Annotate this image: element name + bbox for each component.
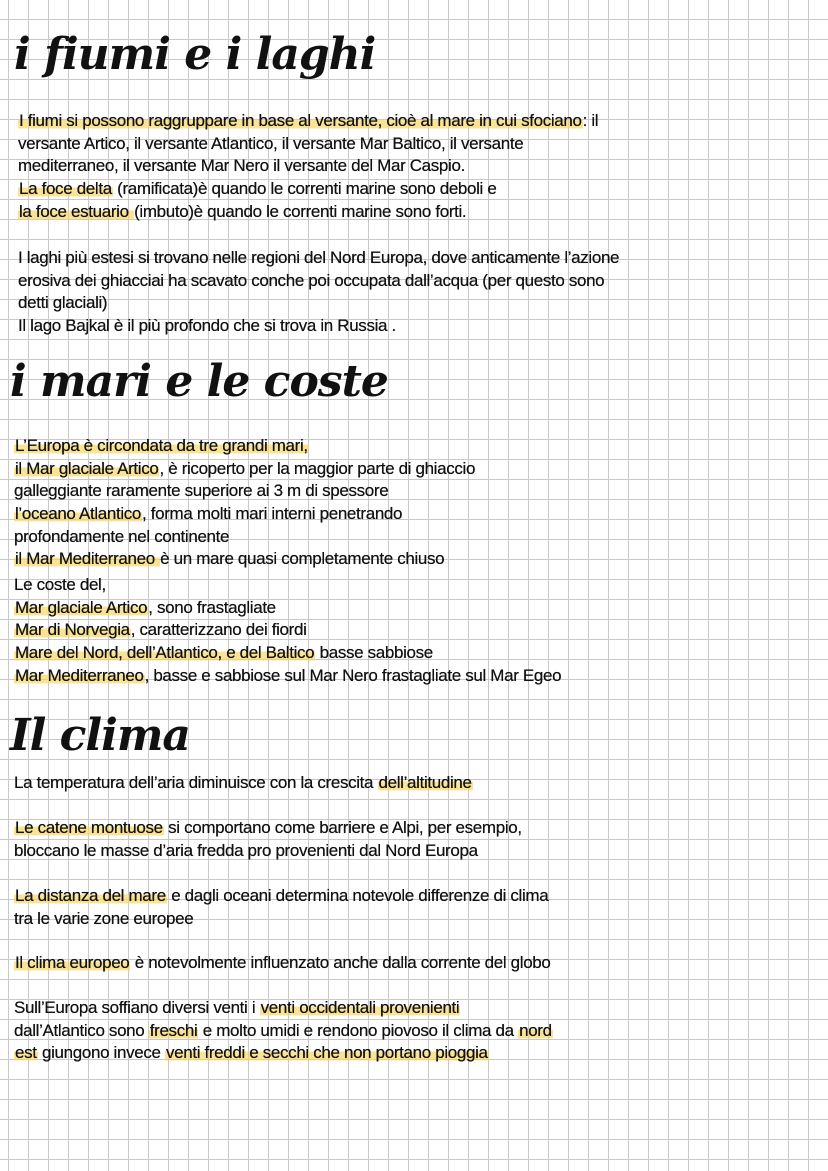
text-line: [14, 772, 473, 795]
text-line: [18, 315, 619, 338]
text: , è ricoperto per la maggior parte di ghiaccio: [159, 458, 476, 478]
highlighted-text: venti occidentali provenienti: [260, 998, 460, 1017]
section-title: i fiumi e i laghi: [14, 29, 376, 80]
text: e molto umidi e rendono piovoso il clima da: [198, 1020, 519, 1040]
text-line: [14, 1042, 553, 1065]
highlighted-text: nord: [519, 1020, 552, 1040]
section-title: Il clima: [10, 710, 190, 761]
section-title: i mari e le coste: [10, 356, 388, 407]
text-line: [14, 435, 475, 458]
highlighted-text: Mar Mediterraneo: [15, 665, 144, 685]
text: versante Artico, il versante Atlantico, il versante Mar Baltico, il versante: [18, 133, 524, 153]
text-line: [14, 1020, 553, 1043]
highlighted-text: il Mar glaciale Artico: [15, 458, 159, 478]
text-line: [18, 201, 598, 224]
text: giungono invece: [37, 1043, 165, 1063]
text-line: [14, 642, 561, 665]
text-line: [14, 840, 522, 863]
highlighted-text: La foce delta: [19, 179, 112, 199]
text-line: [14, 458, 475, 481]
text: Il lago Bajkal è il più profondo che si trova in Russia .: [18, 316, 396, 336]
highlighted-text: Mar glaciale Artico: [15, 597, 148, 617]
text: erosiva dei ghiacciai ha scavato conche poi occupata dall’acqua (per questo sono: [18, 270, 605, 290]
highlighted-text: il Mar Mediterraneo: [15, 549, 160, 569]
highlighted-text: L’Europa è circondata da tre grandi mari,: [15, 436, 308, 455]
text-line: [18, 155, 598, 178]
text: è un mare quasi completamente chiuso: [160, 549, 445, 569]
text: basse sabbiose: [315, 643, 433, 663]
text-line: [18, 270, 619, 293]
text: Le coste del,: [14, 575, 106, 594]
text-line: [14, 503, 475, 526]
highlighted-text: La distanza del mare: [15, 886, 166, 905]
text: (ramificata)è quando le correnti marine sono deboli e: [112, 179, 497, 199]
paragraph: [14, 772, 473, 795]
text: (imbuto)è quando le correnti marine sono forti.: [134, 201, 467, 221]
highlighted-text: l’oceano Atlantico: [15, 504, 142, 524]
text-line: [14, 619, 561, 642]
text: , sono frastagliate: [148, 597, 276, 617]
text: bloccano le masse d’aria fredda pro provenienti dal Nord Europa: [14, 840, 478, 860]
highlighted-text: venti freddi e secchi che non portano pioggia: [165, 1043, 488, 1063]
text-line: [14, 597, 561, 620]
text-line: [14, 997, 553, 1020]
text-line: [18, 178, 598, 201]
text: dall’Atlantico sono: [14, 1020, 149, 1040]
text-line: [14, 952, 551, 975]
paragraph: [14, 997, 553, 1065]
paragraph: [18, 110, 598, 223]
text: è notevolmente influenzato anche dalla corrente del globo: [130, 953, 551, 972]
highlighted-text: I fiumi si possono raggruppare in base al versante, cioè al mare in cui sfociano: [19, 111, 582, 130]
highlighted-text: est: [15, 1043, 37, 1063]
text: Sull’Europa soffiano diversi venti i: [14, 998, 260, 1017]
text: , basse e sabbiose sul Mar Nero frastagliate sul Mar Egeo: [144, 665, 562, 685]
text: : il: [582, 111, 599, 130]
text: e dagli oceani determina notevole differenze di clima: [166, 886, 549, 905]
text: galleggiante raramente superiore ai 3 m di spessore: [14, 481, 389, 501]
highlighted-text: la foce estuario: [19, 201, 134, 221]
text: , caratterizzano dei fiordi: [130, 620, 307, 640]
text-line: [18, 292, 619, 315]
text: tra le varie zone europee: [14, 908, 194, 928]
text-line: [18, 110, 598, 133]
text-line: [14, 817, 522, 840]
text-line: [14, 480, 475, 503]
text-line: [18, 133, 598, 156]
paragraph: [14, 817, 522, 862]
text-line: [14, 548, 475, 571]
highlighted-text: Mar di Norvegia: [15, 620, 130, 640]
text-line: [18, 247, 619, 270]
text-line: [14, 574, 561, 597]
paragraph: [18, 247, 619, 338]
highlighted-text: freschi: [149, 1020, 198, 1040]
text: mediterraneo, il versante Mar Nero il versante del Mar Caspio.: [18, 156, 465, 176]
paragraph: [14, 952, 551, 975]
highlighted-text: Il clima europeo: [15, 953, 130, 972]
text: profondamente nel continente: [14, 526, 230, 546]
text-line: [14, 885, 548, 908]
highlighted-text: Mare del Nord, dell’Atlantico, e del Baltico: [15, 643, 315, 663]
paragraph: [14, 435, 475, 571]
text-line: [14, 908, 548, 931]
text: I laghi più estesi si trovano nelle regioni del Nord Europa, dove anticamente l’azione: [18, 248, 620, 267]
text-line: [14, 526, 475, 549]
text-line: [14, 665, 561, 688]
text: si comportano come barriere e Alpi, per esempio,: [163, 818, 522, 837]
highlighted-text: dell’altitudine: [378, 773, 472, 792]
paragraph: [14, 885, 548, 930]
text: , forma molti mari interni penetrando: [142, 504, 403, 524]
text: detti glaciali): [18, 293, 108, 313]
highlighted-text: Le catene montuose: [15, 818, 163, 837]
paragraph: [14, 574, 561, 687]
text: La temperatura dell’aria diminuisce con la crescita: [14, 773, 378, 792]
